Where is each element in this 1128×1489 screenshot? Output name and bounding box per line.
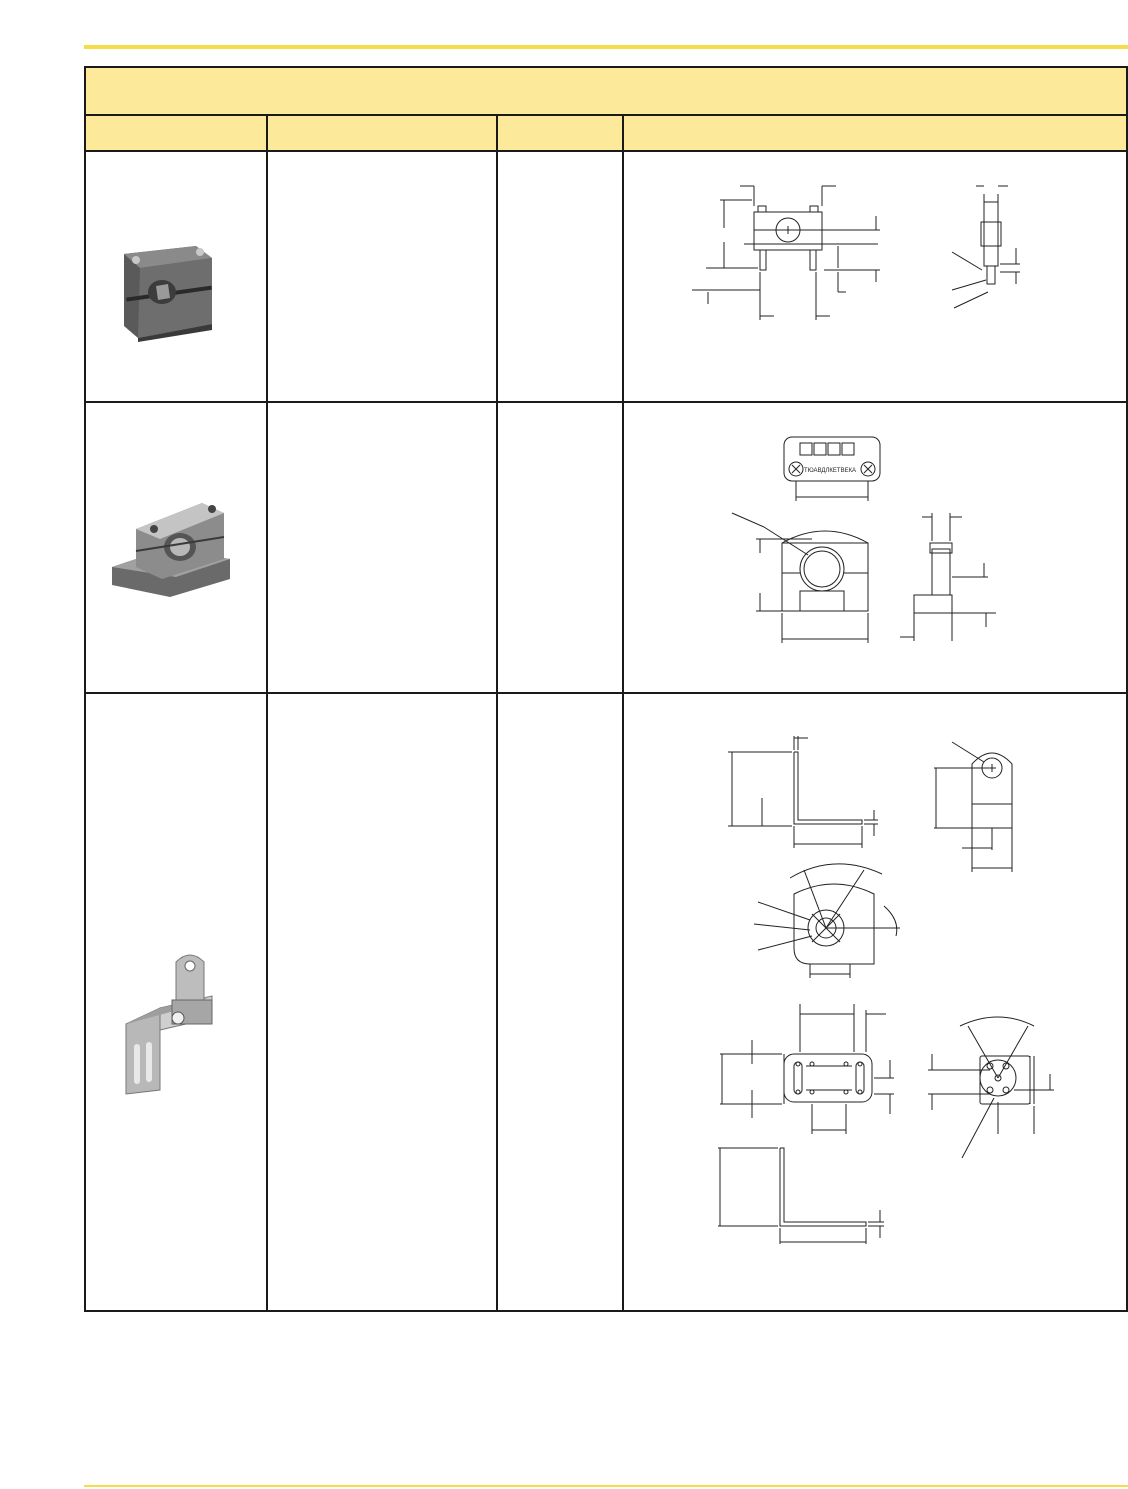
split-clamp-with-base-photo	[106, 493, 236, 603]
table-title-band	[86, 68, 1126, 116]
product-table	[84, 66, 1128, 1312]
top-accent-rule	[84, 45, 1128, 49]
table-row	[86, 403, 266, 692]
table-row	[86, 694, 266, 1310]
clamp-with-base-dimension-drawing	[704, 413, 1044, 673]
drawing-cell	[624, 403, 1124, 692]
column-header-2	[268, 116, 496, 150]
table-header-row	[86, 116, 1126, 152]
column-header-4	[624, 116, 1124, 150]
column-divider	[266, 116, 268, 1310]
clamp-with-studs-dimension-drawing	[684, 172, 1064, 342]
table-row	[86, 152, 266, 401]
column-divider	[496, 116, 498, 1310]
rectangular-split-clamp-photo	[116, 242, 216, 342]
column-header-3	[498, 116, 622, 150]
column-header-1	[86, 116, 266, 150]
drawing-cell	[624, 694, 1124, 1310]
drawing-cell	[624, 152, 1124, 401]
top-view-label: ТЮАВДЛКЕТВЕКА	[804, 468, 857, 474]
bottom-accent-rule	[84, 1485, 1128, 1487]
angle-bracket-assembly-photo	[116, 944, 226, 1104]
angle-bracket-dimension-drawing	[714, 724, 1074, 1244]
